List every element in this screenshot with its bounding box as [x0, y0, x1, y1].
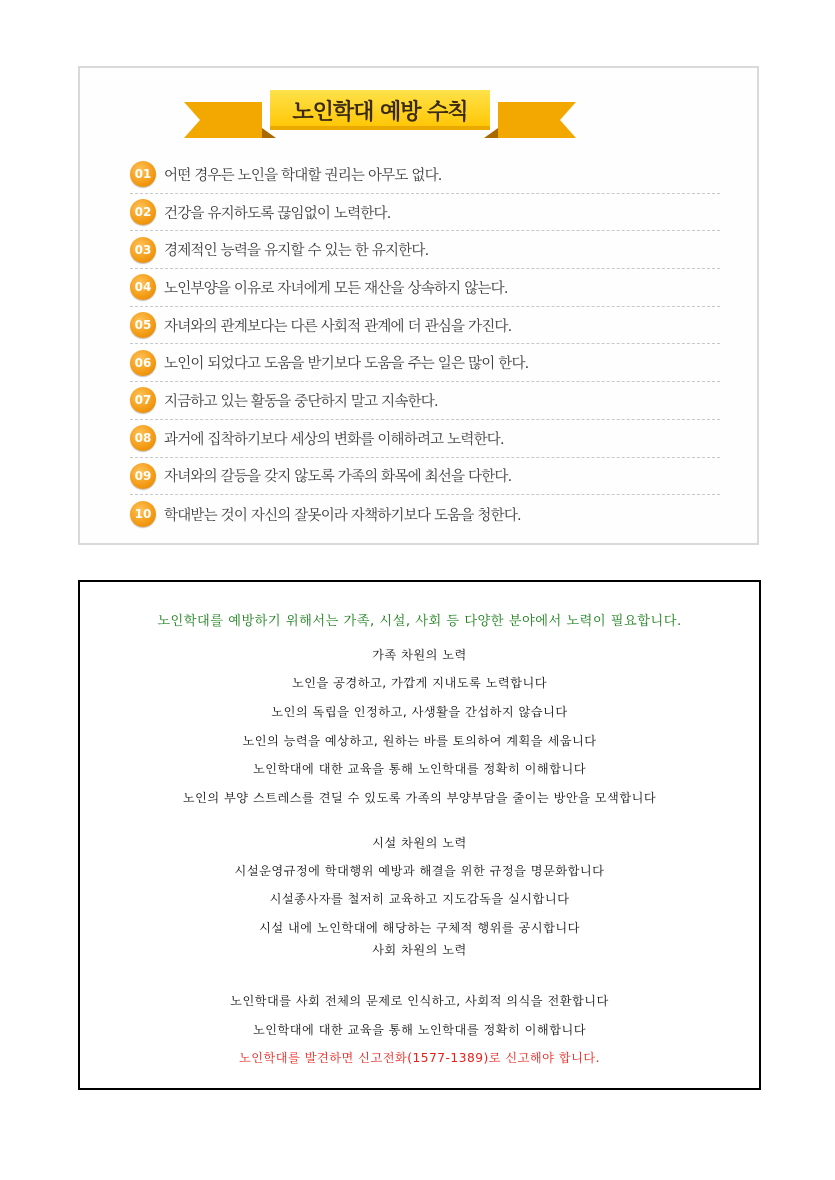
society-section-title: 사회 차원의 노력: [372, 943, 467, 957]
list-item: [130, 307, 720, 345]
facility-item: 시설운영규정에 학대행위 예방과 해결을 위한 규정을 명문화합니다: [234, 864, 605, 878]
rule-text: 지금하고 있는 활동을 중단하지 말고 지속한다.: [164, 393, 438, 410]
family-section-title: 가족 차원의 노력: [372, 648, 467, 662]
number-badge: 04: [130, 274, 156, 300]
number-badge: 06: [130, 350, 156, 376]
prevention-rules-card: [78, 66, 759, 545]
number-badge: 07: [130, 387, 156, 413]
list-item: [130, 269, 720, 307]
society-item: 노인학대에 대한 교육을 통해 노인학대를 정확히 이해합니다: [252, 1023, 587, 1037]
list-item: [130, 344, 720, 382]
title-ribbon: [184, 80, 576, 146]
rule-list: [130, 156, 720, 533]
banner-title: 노인학대 예방 수칙: [292, 99, 468, 125]
rule-text: 자녀와의 갈등을 갖지 않도록 가족의 화목에 최선을 다한다.: [164, 469, 512, 486]
report-hotline-text: 노인학대를 발견하면 신고전화(1577-1389)로 신고해야 합니다.: [238, 1051, 601, 1065]
rule-text: 노인부양을 이유로 자녀에게 모든 재산을 상속하지 않는다.: [164, 280, 508, 297]
list-item: [130, 458, 720, 496]
list-item: [130, 231, 720, 269]
facility-section-title: 시설 차원의 노력: [372, 836, 467, 850]
list-item: [130, 156, 720, 194]
number-badge: 01: [130, 161, 156, 187]
number-badge: 08: [130, 425, 156, 451]
facility-item: 시설 내에 노인학대에 해당하는 구체적 행위를 공시합니다: [259, 921, 580, 935]
family-item: 노인을 공경하고, 가깝게 지내도록 노력합니다: [291, 676, 548, 690]
society-item: 노인학대를 사회 전체의 문제로 인식하고, 사회적 의식을 전환합니다: [230, 994, 609, 1008]
list-item: [130, 382, 720, 420]
rule-text: 자녀와의 관계보다는 다른 사회적 관계에 더 관심을 가진다.: [164, 318, 512, 335]
list-item: [130, 194, 720, 232]
number-badge: 10: [130, 501, 156, 527]
list-item: [130, 420, 720, 458]
family-item: 노인학대에 대한 교육을 통해 노인학대를 정확히 이해합니다: [252, 762, 587, 776]
number-badge: 05: [130, 312, 156, 338]
headline: 노인학대를 예방하기 위해서는 가족, 시설, 사회 등 다양한 분야에서 노력이 필요합니다.: [157, 614, 682, 629]
number-badge: 02: [130, 199, 156, 225]
number-badge: 03: [130, 237, 156, 263]
rule-text: 어떤 경우든 노인을 학대할 권리는 아무도 없다.: [164, 167, 442, 184]
family-item: 노인의 부양 스트레스를 견딜 수 있도록 가족의 부양부담을 줄이는 방안을 모색합니다: [182, 791, 657, 805]
list-item: [130, 495, 720, 533]
rule-text: 노인이 되었다고 도움을 받기보다 도움을 주는 일은 많이 한다.: [164, 356, 529, 373]
family-item: 노인의 능력을 예상하고, 원하는 바를 토의하여 계획을 세웁니다: [242, 734, 597, 748]
family-item: 노인의 독립을 인정하고, 사생활을 간섭하지 않습니다: [271, 705, 568, 719]
efforts-box: [78, 580, 761, 1090]
rule-text: 과거에 집착하기보다 세상의 변화를 이해하려고 노력한다.: [164, 431, 504, 448]
number-badge: 09: [130, 463, 156, 489]
rule-text: 학대받는 것이 자신의 잘못이라 자책하기보다 도움을 청한다.: [164, 507, 521, 524]
rule-text: 건강을 유지하도록 끊임없이 노력한다.: [164, 205, 391, 222]
rule-text: 경제적인 능력을 유지할 수 있는 한 유지한다.: [164, 243, 429, 260]
facility-item: 시설종사자를 철저히 교육하고 지도감독을 실시합니다: [269, 892, 570, 906]
